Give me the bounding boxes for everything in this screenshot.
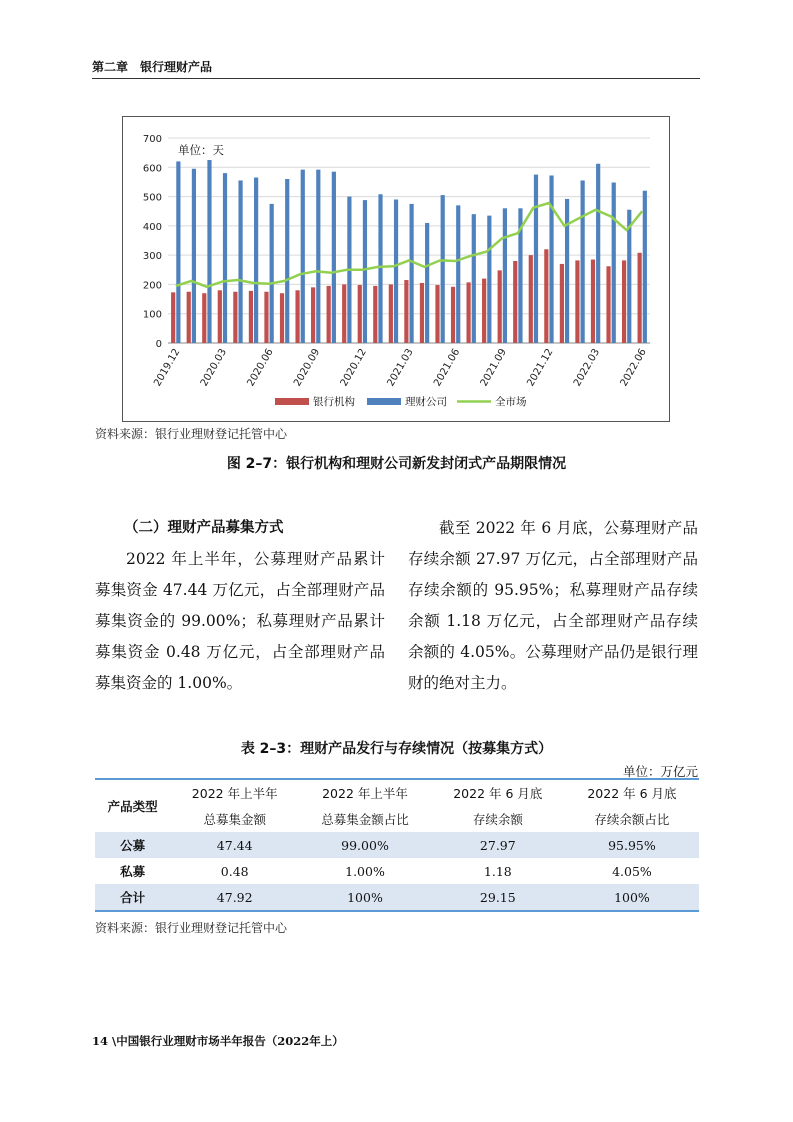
legend-swatch-bank (275, 398, 309, 405)
bar-bank (606, 266, 610, 343)
bar-bank (591, 260, 595, 343)
bar-wealth-company (363, 200, 367, 343)
paragraph-right: 截至 2022 年 6 月底，公募理财产品存续余额 27.97 万亿元，占全部理财产品存续余额的 95.95%；私募理财产品存续余额 1.18 万亿元，占全部理财产品存续余额的 4.05%。公募理财产品仍是银行理财的绝对主力。 (408, 519, 698, 692)
y-tick-label: 600 (142, 163, 162, 175)
bar-bank (513, 261, 517, 343)
bar-bank (389, 284, 393, 343)
bar-wealth-company (441, 195, 445, 343)
legend-swatch-wealth-company (367, 398, 401, 405)
bar-wealth-company (565, 199, 569, 343)
table-row (95, 832, 699, 858)
bar-bank (373, 286, 377, 343)
bar-wealth-company (301, 170, 305, 343)
bar-bank (638, 253, 642, 343)
bar-wealth-company (534, 175, 538, 343)
figure-caption: 图 2–7：银行机构和理财公司新发封闭式产品期限情况 (226, 456, 567, 472)
table-source: 资料来源：银行业理财登记托管中心 (95, 921, 288, 935)
bar-wealth-company (316, 170, 320, 343)
table-cell: 1.18 (483, 863, 512, 879)
bar-bank (171, 292, 175, 343)
bar-bank (295, 290, 299, 343)
text-column-right (408, 513, 698, 699)
bar-wealth-company (456, 205, 460, 343)
header-top-3: 2022 年 6 月底 (431, 779, 565, 806)
table-cell: 100% (565, 884, 699, 911)
page-footer: 14 \中国银行业理财市场半年报告（2022年上） (92, 1034, 344, 1048)
bar-wealth-company (425, 223, 429, 343)
y-tick-label: 500 (142, 192, 162, 204)
header-bottom-2: 总募集金额占比 (321, 812, 409, 827)
bar-wealth-company (254, 178, 258, 343)
chart-frame (122, 116, 670, 422)
bar-wealth-company (192, 169, 196, 343)
bar-wealth-company (643, 191, 647, 343)
bar-wealth-company (176, 161, 180, 343)
bar-bank (560, 264, 564, 343)
line-market (176, 203, 642, 287)
table-caption: 表 2–3：理财产品发行与存续情况（按募集方式） (240, 741, 553, 757)
legend-label-wealth-company: 理财公司 (405, 396, 447, 408)
x-tick-label: 2020.12 (338, 347, 369, 389)
y-tick-label: 200 (142, 280, 162, 292)
x-tick-label: 2021.03 (385, 347, 416, 389)
bar-bank (358, 285, 362, 343)
section-heading: （二）理财产品募集方式 (124, 520, 284, 536)
bar-wealth-company (581, 180, 585, 343)
x-tick-label: 2022.06 (618, 347, 649, 389)
table-unit: 单位：万亿元 (622, 764, 698, 779)
chapter-title: 第二章 银行理财产品 (92, 60, 213, 74)
header-bottom-1: 总募集金额 (203, 812, 266, 827)
x-tick-label: 2022.03 (571, 347, 603, 389)
bar-wealth-company (332, 172, 336, 343)
bar-wealth-company (394, 200, 398, 344)
bar-bank (435, 285, 439, 343)
row-label: 私募 (120, 864, 146, 879)
bar-bank (311, 287, 315, 343)
bar-bank (544, 249, 548, 343)
bar-wealth-company (549, 175, 553, 343)
issuance-table (95, 778, 699, 912)
bar-bank (451, 287, 455, 343)
table-row (95, 884, 699, 911)
bar-bank (264, 292, 268, 343)
x-tick-label: 2019.12 (152, 347, 183, 389)
bar-wealth-company (238, 180, 242, 343)
y-tick-label: 100 (142, 309, 162, 321)
bar-wealth-company (270, 204, 274, 343)
bar-line-chart (123, 117, 669, 421)
header-top-4: 2022 年 6 月底 (565, 779, 699, 806)
bar-bank (466, 282, 470, 343)
bar-bank (327, 286, 331, 343)
bar-bank (233, 292, 237, 343)
paragraph-left: 2022 年上半年，公募理财产品累计募集资金 47.44 万亿元，占全部理财产品募集资金的 99.00%；私募理财产品累计募集资金 0.48 万亿元，占全部理财产品募集资金的 1.00%。 (95, 550, 385, 692)
header-bottom-3: 存续余额 (472, 812, 523, 827)
bar-wealth-company (487, 216, 491, 343)
table-cell: 27.97 (431, 832, 565, 858)
table-cell: 4.05% (612, 863, 652, 879)
header-top-1: 2022 年上半年 (170, 779, 299, 806)
bar-bank (187, 292, 191, 343)
bar-bank (498, 270, 502, 343)
bar-bank (249, 291, 253, 343)
legend-label-market: 全市场 (495, 396, 527, 408)
y-tick-label: 300 (142, 251, 162, 263)
table-row (95, 858, 699, 884)
bar-wealth-company (223, 173, 227, 343)
x-tick-label: 2020.06 (245, 347, 276, 389)
table-cell: 0.48 (220, 863, 249, 879)
header-top-2: 2022 年上半年 (299, 779, 431, 806)
x-tick-label: 2021.09 (478, 347, 509, 389)
bar-bank (622, 260, 626, 343)
bar-bank (420, 283, 424, 343)
y-tick-label: 700 (142, 134, 162, 145)
bar-bank (482, 279, 486, 343)
table-cell: 1.00% (345, 863, 385, 879)
table-cell: 99.00% (299, 832, 431, 858)
bar-bank (342, 284, 346, 343)
x-tick-label: 2020.03 (198, 347, 230, 389)
bar-bank (218, 290, 222, 343)
bar-bank (575, 260, 579, 343)
text-column-left (95, 513, 385, 699)
legend-label-bank: 银行机构 (313, 396, 355, 408)
bar-wealth-company (410, 204, 414, 343)
row-label: 合计 (95, 884, 170, 911)
table-cell: 95.95% (565, 832, 699, 858)
table-cell: 47.44 (170, 832, 299, 858)
figure-source: 资料来源：银行业理财登记托管中心 (95, 427, 288, 441)
bar-bank (404, 280, 408, 343)
bar-bank (529, 255, 533, 343)
table-cell: 29.15 (431, 884, 565, 911)
header-product-type: 产品类型 (95, 779, 170, 832)
y-tick-label: 400 (142, 221, 162, 233)
x-tick-label: 2021.06 (432, 347, 463, 389)
header-bottom-4: 存续余额占比 (594, 812, 670, 827)
y-tick-label: 0 (155, 339, 162, 350)
bar-wealth-company (285, 179, 289, 343)
table-cell: 47.92 (170, 884, 299, 911)
bar-wealth-company (596, 164, 600, 343)
x-tick-label: 2021.12 (525, 347, 556, 389)
row-label: 公募 (95, 832, 170, 858)
unit-label: 单位：天 (178, 143, 224, 157)
bar-wealth-company (503, 208, 507, 343)
header-rule (92, 78, 700, 79)
table-cell: 100% (299, 884, 431, 911)
bar-bank (280, 293, 284, 343)
bar-wealth-company (472, 214, 476, 343)
bar-wealth-company (207, 160, 211, 343)
bar-bank (202, 293, 206, 343)
x-tick-label: 2020.09 (292, 347, 323, 389)
bar-wealth-company (378, 194, 382, 343)
bar-wealth-company (612, 183, 616, 343)
